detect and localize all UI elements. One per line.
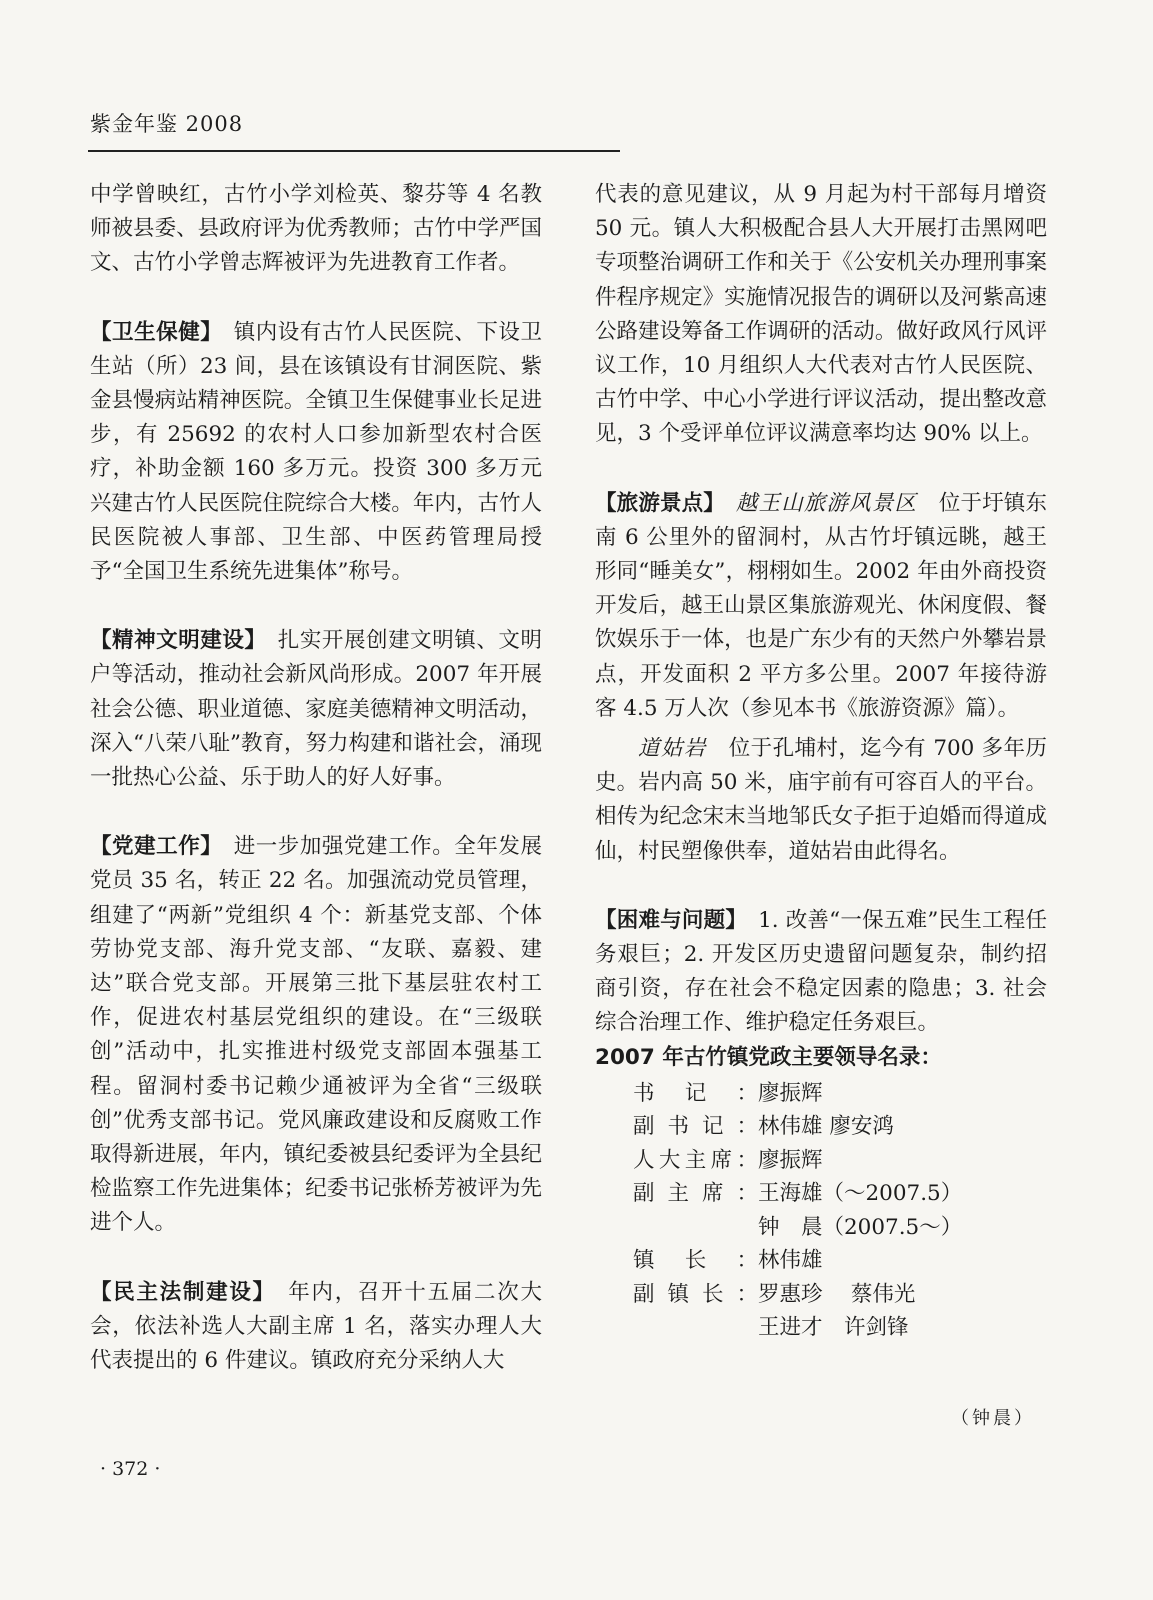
- health-text: 镇内设有古竹人民医院、下设卫生站（所）23 间，县在该镇设有甘洞医院、紫金县慢病站精神医院。全镇卫生保健事业长足进步，有 25692 的农村人口参加新型农村合医疗，补助金额 160 多万元。投资 300 多万元兴建古竹人民医院住院综合大楼。年内，古竹人民医院被人事部、卫生部、中医药管理局授予“全国卫生系统先进集体”称号。: [90, 319, 542, 585]
- democracy-text: 年内，召开十五届二次大会，依法补选人大副主席 1 名，落实办理人大代表提出的 6 件建议。镇政府充分采纳人大: [90, 1279, 542, 1374]
- democracy-title: 【民主法制建设】: [90, 1279, 266, 1305]
- daogu-subtitle: 道姑岩: [638, 736, 707, 762]
- yuewang-text: 位于圩镇东南 6 公里外的留洞村，从古竹圩镇远眺，越王形同“睡美女”，栩栩如生。2002 年由外商投资开发后，越王山景区集旅游观光、休闲度假、餐饮娱乐于一体，也是广东少有的天然户外攀岩景点，开发面积 2 平方多公里。2007 年接待游客 4.5 万人次（参见本书《旅游资源》篇）。: [595, 490, 1047, 721]
- democracy-section: [90, 1276, 542, 1379]
- leader-role: 副主席：: [633, 1181, 758, 1207]
- tourism-section: [595, 487, 1047, 726]
- health-section: [90, 316, 542, 590]
- party-title: 【党建工作】: [90, 834, 212, 860]
- leader-row: [595, 1244, 1047, 1278]
- author-byline: （钟晨）: [951, 1408, 1035, 1429]
- problems-text: 1. 改善“一保五难”民生工程任务艰巨；2. 开发区历史遗留问题复杂，制约招商引资，存在社会不稳定因素的隐患；3. 社会综合治理工作、维护稳定任务艰巨。: [595, 907, 1047, 1036]
- tourism-title: 【旅游景点】: [595, 490, 715, 516]
- leader-row: [595, 1278, 1047, 1312]
- daogu-text: 位于孔埔村，迄今有 700 多年历史。岩内高 50 米，庙宇前有可容百人的平台。相传为纪念宋末当地邹氏女子拒于迫婚而得道成仙，村民塑像供奉，道姑岩由此得名。: [595, 736, 1047, 864]
- left-column: [90, 178, 542, 1378]
- leader-names: 廖振辉: [758, 1080, 823, 1106]
- leader-row: [595, 1177, 1047, 1211]
- leader-role: 书记：: [633, 1080, 758, 1106]
- leader-role: 副书记：: [633, 1114, 758, 1140]
- running-header: 紫金年鉴 2008: [90, 112, 244, 136]
- right-column: [595, 178, 1047, 1345]
- party-text: 进一步加强党建工作。全年发展党员 35 名，转正 22 名。加强流动党员管理，组建了“两新”党组织 4 个：新基党支部、个体劳协党支部、海升党支部、“友联、嘉毅、建达”联合党支部。开展第三批下基层驻农村工作，促进农村基层党组织的建设。在“三级联创”活动中，扎实推进村级党支部固本强基工程。留洞村委书记赖少通被评为全省“三级联创”优秀支部书记。党风廉政建设和反腐败工作取得新进展，年内，镇纪委被县纪委评为全县纪检监察工作先进集体；纪委书记张桥芳被评为先进个人。: [90, 834, 542, 1236]
- problems-title: 【困难与问题】: [595, 907, 737, 933]
- yuewang-subtitle: 越王山旅游风景区: [735, 490, 918, 516]
- leader-names: 林伟雄: [758, 1248, 823, 1274]
- leader-continuation: 王进才 许剑锋: [758, 1315, 909, 1341]
- leader-row: [595, 1077, 1047, 1111]
- leader-role: 人大主席：: [633, 1147, 758, 1173]
- page-number: · 372 ·: [100, 1458, 161, 1480]
- democracy-continued: 代表的意见建议，从 9 月起为村干部每月增资 50 元。镇人大积极配合县人大开展打击黑网吧专项整治调研工作和关于《公安机关办理刑事案件程序规定》实施情况报告的调研以及河紫高速公路建设筹备工作调研的活动。做好政风行风评议工作，10 月组织人大代表对古竹人民医院、古竹中学、中心小学进行评议活动，提出整改意见，3 个受评单位评议满意率均达 90% 以上。: [595, 182, 1047, 447]
- leader-continuation: 钟 晨（2007.5～）: [758, 1214, 963, 1240]
- problems-section: [595, 904, 1047, 1041]
- health-title: 【卫生保健】: [90, 319, 212, 345]
- leader-role: 镇长：: [633, 1248, 758, 1274]
- intro-paragraph: 中学曾映红，古竹小学刘检英、黎芬等 4 名教师被县委、县政府评为优秀教师；古竹中学严国文、古竹小学曾志辉被评为先进教育工作者。: [90, 182, 542, 276]
- civility-text: 扎实开展创建文明镇、文明户等活动，推动社会新风尚形成。2007 年开展社会公德、职业道德、家庭美德精神文明活动，深入“八荣八耻”教育，努力构建和谐社会，涌现一批热心公益、乐于助人的好人好事。: [90, 628, 542, 791]
- leader-row: [595, 1144, 1047, 1178]
- leader-names: 罗惠珍 蔡伟光: [758, 1281, 916, 1307]
- civility-title: 【精神文明建设】: [90, 628, 256, 654]
- leader-row: [595, 1110, 1047, 1144]
- leader-role: 副镇长：: [633, 1281, 758, 1307]
- leaders-list: [595, 1077, 1047, 1345]
- civility-section: [90, 624, 542, 795]
- leaders-title: 2007 年古竹镇党政主要领导名录：: [595, 1044, 942, 1070]
- leader-names: 王海雄（～2007.5）: [758, 1181, 963, 1207]
- daogu-paragraph: [595, 732, 1047, 869]
- party-section: [90, 830, 542, 1240]
- leader-names: 廖振辉: [758, 1147, 823, 1173]
- header-rule: [88, 150, 620, 152]
- leader-names: 林伟雄 廖安鸿: [758, 1114, 894, 1140]
